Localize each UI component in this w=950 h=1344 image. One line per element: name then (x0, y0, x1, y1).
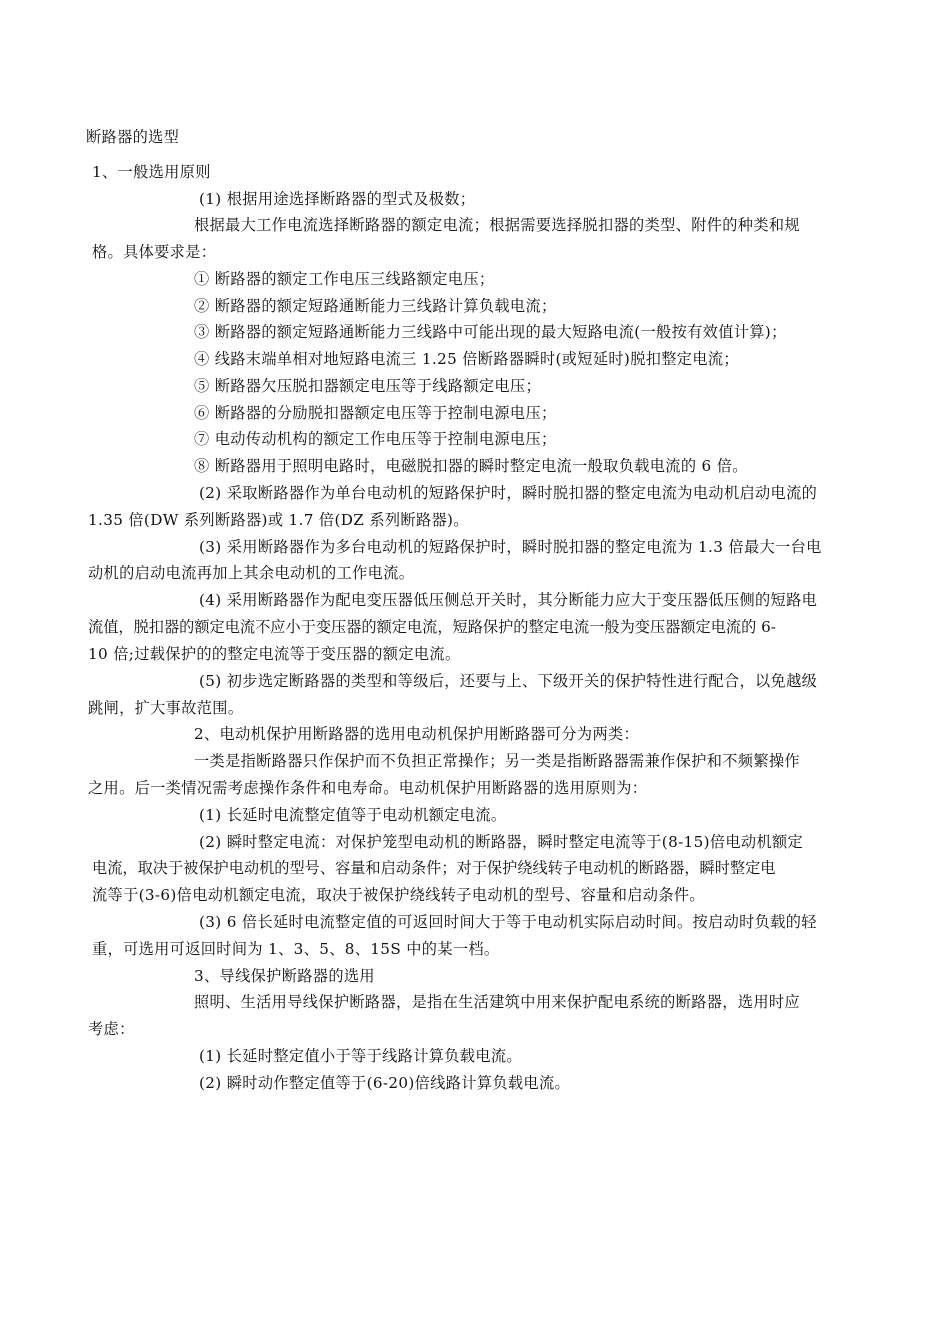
paragraph-line: 重，可选用可返回时间为 1、3、5、8、15S 中的某一档。 (92, 940, 500, 958)
paragraph-line: 之用。后一类情况需考虑操作条件和电寿命。电动机保护用断路器的选用原则为： (88, 779, 648, 797)
list-item: ⑧ 断路器用于照明电路时，电磁脱扣器的瞬时整定电流一般取负载电流的 6 倍。 (194, 457, 748, 475)
paragraph-line: 照明、生活用导线保护断路器，是指在生活建筑中用来保护配电系统的断路器，选用时应 (194, 993, 800, 1011)
list-item: ③ 断路器的额定短路通断能力三线路中可能出现的最大短路电流(一般按有效值计算)； (194, 323, 787, 341)
list-item: ④ 线路末端单相对地短路电流三 1.25 倍断路器瞬时(或短延时)脱扣整定电流； (194, 350, 739, 368)
paragraph-line: 根据最大工作电流选择断路器的额定电流；根据需要选择脱扣器的类型、附件的种类和规 (194, 216, 800, 234)
paragraph-line: 一类是指断路器只作保护而不负担正常操作；另一类是指断路器需兼作保护和不频繁操作 (194, 752, 800, 770)
paragraph-line: (3) 采用断路器作为多台电动机的短路保护时，瞬时脱扣器的整定电流为 1.3 倍最大一台电 (199, 538, 822, 556)
paragraph-line: 考虑： (88, 1020, 135, 1038)
paragraph-line: (5) 初步选定断路器的类型和等级后，还要与上、下级开关的保护特性进行配合，以免越级 (199, 672, 818, 690)
paragraph-line: 10 倍;过载保护的的整定电流等于变压器的额定电流。 (88, 645, 461, 663)
list-item: ① 断路器的额定工作电压三线路额定电压； (194, 270, 495, 288)
paragraph-line: 跳闸，扩大事故范围。 (88, 699, 244, 717)
paragraph-line: (2) 瞬时整定电流：对保护笼型电动机的断路器，瞬时整定电流等于(8-15)倍电动机额定 (199, 833, 804, 851)
list-item: ⑤ 断路器欠压脱扣器额定电压等于线路额定电压； (194, 377, 542, 395)
paragraph-line: 流值，脱扣器的额定电流不应小于变压器的额定电流，短路保护的整定电流一般为变压器额定电流的 6- (88, 618, 776, 636)
paragraph-line: 电流，取决于被保护电动机的型号、容量和启动条件；对于保护绕线转子电动机的断路器，瞬时整定电 (92, 859, 776, 877)
section-heading-1: 1、一般选用原则 (92, 163, 211, 181)
section-heading-2: 2、电动机保护用断路器的选用电动机保护用断路器可分为两类： (194, 725, 640, 743)
paragraph-line: (2) 采取断路器作为单台电动机的短路保护时，瞬时脱扣器的整定电流为电动机启动电流的 (199, 484, 818, 502)
list-item: ⑥ 断路器的分励脱扣器额定电压等于控制电源电压； (194, 404, 557, 422)
list-item: (1) 长延时整定值小于等于线路计算负载电流。 (199, 1047, 522, 1065)
section-heading-3: 3、导线保护断路器的选用 (194, 967, 375, 985)
list-item: (2) 瞬时动作整定值等于(6-20)倍线路计算负载电流。 (199, 1074, 571, 1092)
list-item: ⑦ 电动传动机构的额定工作电压等于控制电源电压； (194, 430, 557, 448)
document-title: 断路器的选型 (86, 128, 180, 146)
paragraph-line: 动机的启动电流再加上其余电动机的工作电流。 (88, 564, 415, 582)
paragraph-line: 1.35 倍(DW 系列断路器)或 1.7 倍(DZ 系列断路器)。 (88, 511, 469, 529)
paragraph-line: 格。具体要求是： (92, 243, 217, 261)
paragraph-line: (1) 长延时电流整定值等于电动机额定电流。 (199, 806, 507, 824)
paragraph-line: (3) 6 倍长延时电流整定值的可返回时间大于等于电动机实际启动时间。按启动时负载的轻 (199, 913, 817, 931)
list-item: ② 断路器的额定短路通断能力三线路计算负载电流； (194, 297, 557, 315)
paragraph-line: (1) 根据用途选择断路器的型式及极数； (199, 190, 476, 208)
paragraph-line: (4) 采用断路器作为配电变压器低压侧总开关时，其分断能力应大于变压器低压侧的短路电 (199, 591, 818, 609)
paragraph-line: 流等于(3-6)倍电动机额定电流，取决于被保护绕线转子电动机的型号、容量和启动条件。 (92, 886, 705, 904)
